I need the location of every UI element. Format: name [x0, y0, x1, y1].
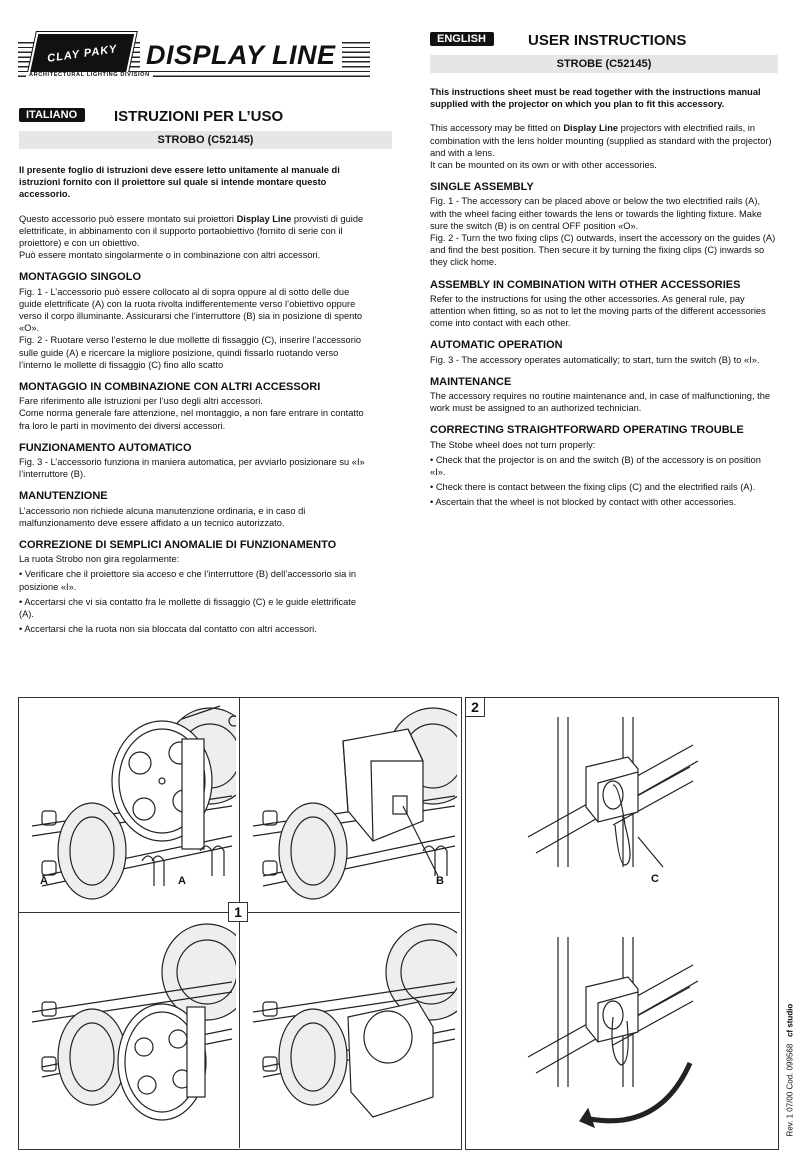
figure-1b-illustration [243, 701, 457, 906]
italian-body [19, 164, 366, 636]
italian-combo-1: Fare riferimento alle istruzioni per l’uso degli altri accessori. [19, 396, 263, 407]
italian-heading-combo: MONTAGGIO IN COMBINAZIONE CON ALTRI ACCESSORI [19, 381, 321, 394]
english-auto-1: Fig. 3 - The accessory operates automatically; to start, turn the switch (B) to «I». [430, 354, 760, 365]
text: This accessory may be fitted on [430, 123, 564, 134]
label-a-left: A [40, 875, 48, 887]
text: It can be mounted on its own or with other accessories. [430, 160, 657, 171]
english-heading-auto: AUTOMATIC OPERATION [430, 339, 563, 352]
figure-2-clip-open-illustration [488, 717, 768, 907]
text: projectors with electrified rails, in combination with the lens holder mounting (supplied as standard with the projector) and with a lens. [430, 123, 772, 158]
italian-heading-trouble: CORREZIONE DI SEMPLICI ANOMALIE DI FUNZIONAMENTO [19, 539, 337, 552]
text-bold: Display Line [236, 213, 292, 224]
label-a-right: A [178, 875, 186, 887]
english-trouble-3: • Ascertain that the wheel is not blocked by contact with other accessories. [430, 497, 737, 508]
italian-intro: Il presente foglio di istruzioni deve essere letto unitamente al manuale di istruzioni fornito con il proiettore sul quale si intende montare questo accessorio. [19, 165, 340, 200]
english-heading-maint: MAINTENANCE [430, 375, 512, 388]
label-c: C [651, 873, 659, 885]
text-bold: Display Line [563, 123, 619, 134]
italian-trouble-2: • Accertarsi che vi sia contatto fra le mollette di fissaggio (C) e le guide elettrificate (A). [19, 596, 357, 620]
brand-name: CLAY PAKY [46, 43, 118, 65]
english-title: USER INSTRUCTIONS [528, 32, 687, 49]
figure-2-clip-closed-illustration [488, 937, 768, 1137]
italian-auto-1: Fig. 3 - L’accessorio funziona in maniera automatica, per avviarlo posizionare su «I» l’interruttore (B). [19, 457, 365, 480]
revision-credit [779, 965, 803, 1153]
italian-trouble-1: • Verificare che il proiettore sia acceso e che l’interruttore (B) dell’accessorio sia in posizione «I». [19, 569, 357, 592]
text: Può essere montato singolarmente o in combinazione con altri accessori. [19, 250, 321, 261]
english-trouble-1: • Check that the projector is on and the switch (B) of the accessory is on position «I». [430, 454, 761, 478]
figure-1-divider-v [239, 697, 240, 1148]
revision-code [786, 967, 795, 1137]
figure-2-number: 2 [465, 697, 485, 717]
english-trouble-0: The Stobe wheel does not turn properly: [430, 439, 596, 450]
text: Rev. 1 07/00 Cod. 099568 [785, 1043, 795, 1137]
english-body [430, 86, 778, 509]
english-maint-1: The accessory requires no routine maintenance and, in case of malfunctioning, the work must be assigned to an authorized technician. [430, 391, 771, 414]
division-name: ARCHITECTURAL LIGHTING DIVISION [26, 72, 153, 78]
clay-paky-logo [27, 32, 136, 76]
product-name: DISPLAY LINE [140, 40, 342, 71]
figure-1-number: 1 [228, 902, 248, 922]
italian-single-1: Fig. 1 - L’accessorio può essere collocato al di sopra oppure al di sotto delle due guide elettrificate (A) con la ruota rivolta indifferentemente verso l’obiettivo oppure verso il corpo illuminante. Assicurarsi che l’interruttore (B) sia in posizione di spento «O». [19, 286, 363, 334]
english-single-2: Fig. 2 - Turn the two fixing clips (C) outwards, insert the accessory on the guides (A) and find the best position. Then secure it by turning the fixing clips (C) inwards so they click home. [430, 233, 776, 268]
text: provvisti di guide elettrificate, in abbinamento con il supporto portaobiettivo (fornito di serie con il proiettore) e con un obiettivo. [19, 213, 364, 249]
english-trouble-2: • Check there is contact between the fixing clips (C) and the electrified rails (A). [430, 482, 756, 493]
italian-single-2: Fig. 2 - Ruotare verso l’esterno le due mollette di fissaggio (C), inserire l’accessorio sulle guide (A) e ricercare la migliore posizione, quindi fissarlo ruotando verso l’interno le mollette di fissaggio (C) fino allo scatto [19, 335, 362, 370]
figure-1c-illustration [22, 917, 236, 1144]
italian-heading-auto: FUNZIONAMENTO AUTOMATICO [19, 441, 192, 454]
figure-1a-illustration [22, 701, 236, 906]
text: Questo accessorio può essere montato sui proiettori [19, 213, 237, 224]
italian-subtitle: STROBO (C52145) [19, 131, 392, 149]
english-combo-1: Refer to the instructions for using the other accessories. As general rule, pay attention when fitting, so as not to let the moving parts of the different accessories come into contact with each other. [430, 293, 766, 329]
studio-logo-text: cf studio [785, 1003, 795, 1038]
italian-maint-1: L’accessorio non richiede alcuna manutenzione ordinaria, e in caso di malfunzionamento deve essere affidato a un tecnico autorizzato. [19, 505, 306, 528]
english-heading-combo: ASSEMBLY IN COMBINATION WITH OTHER ACCESSORIES [430, 278, 741, 291]
italian-heading-maint: MANUTENZIONE [19, 490, 108, 503]
language-badge-italian: ITALIANO [19, 108, 85, 122]
english-para-1 [430, 122, 778, 171]
figure-1d-illustration [243, 917, 457, 1144]
italian-heading-single: MONTAGGIO SINGOLO [19, 271, 142, 284]
english-subtitle: STROBE (C52145) [430, 55, 778, 73]
italian-combo-2: Come norma generale fare attenzione, nel montaggio, a non fare entrare in contatto fra loro le parti in movimento dei diversi accessori. [19, 408, 364, 431]
italian-trouble-3: • Accertarsi che la ruota non sia bloccata dal contatto con altri accessori. [19, 624, 317, 635]
language-badge-english: ENGLISH [430, 32, 494, 46]
label-b: B [436, 875, 444, 887]
figures-area [18, 697, 778, 1152]
english-single-1: Fig. 1 - The accessory can be placed above or below the two electrified rails (A), with the wheel facing either towards the lens or towards the lighting fixture. Make sure the switch (B) is on central OFF position «O». [430, 196, 762, 231]
italian-trouble-0: La ruota Strobo non gira regolarmente: [19, 554, 180, 565]
english-intro: This instructions sheet must be read together with the instructions manual supplied with the projector on which you plan to fit this accessory. [430, 87, 761, 110]
italian-para-1 [19, 213, 366, 262]
brand-logo [18, 28, 370, 84]
italian-title: ISTRUZIONI PER L’USO [114, 108, 284, 125]
english-heading-trouble: CORRECTING STRAIGHTFORWARD OPERATING TROUBLE [430, 424, 744, 437]
english-heading-single: SINGLE ASSEMBLY [430, 181, 534, 194]
